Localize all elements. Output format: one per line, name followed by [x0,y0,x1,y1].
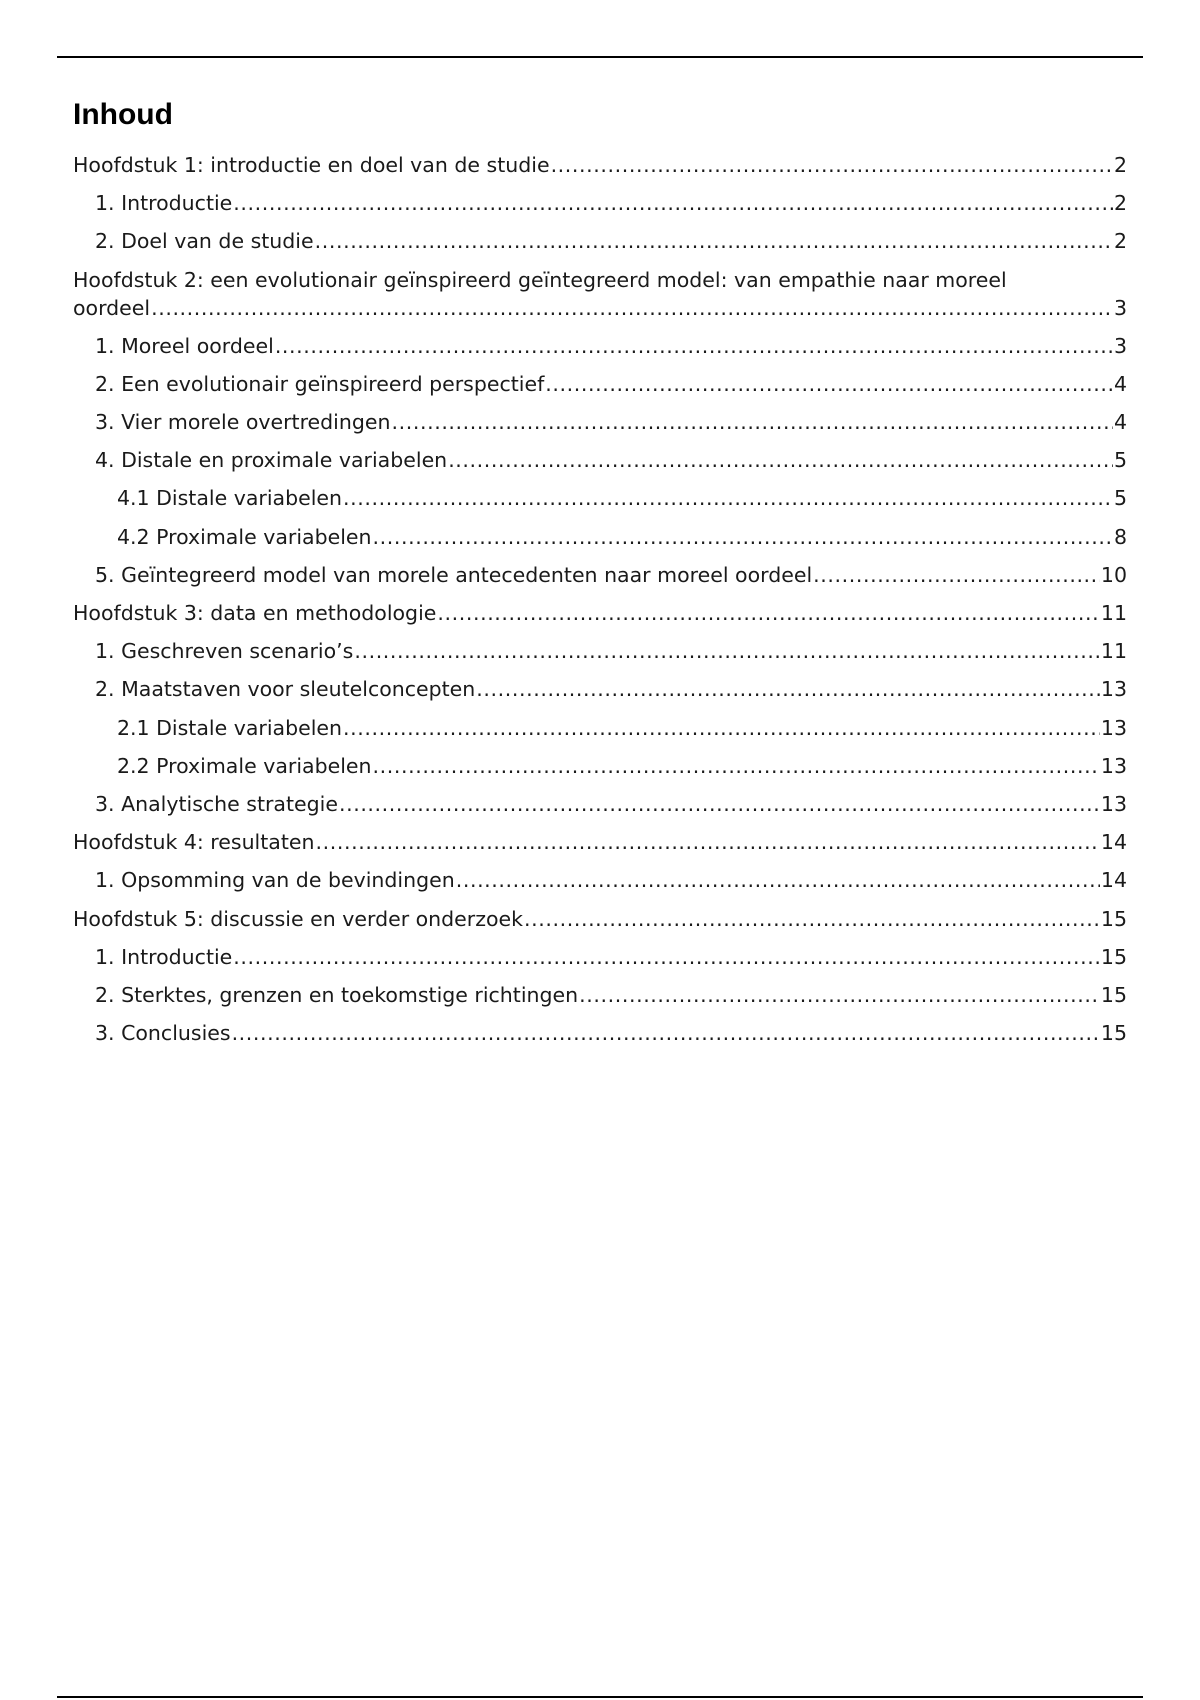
toc-entry-2-3[interactable] [73,403,1127,441]
toc-entry-label: 3. Vier morele overtredingen [95,410,391,435]
toc-entry-page: 10 [1100,562,1127,587]
toc-entry-label-line2: oordeel [73,295,151,320]
toc-entry-page: 13 [1100,792,1127,817]
toc-entry-chapter-5[interactable] [73,900,1127,938]
toc-entry-page: 2 [1113,191,1127,216]
toc-entry-page: 3 [1113,295,1127,320]
toc-leader-dots [151,294,1113,322]
toc-entry-3-3[interactable] [73,785,1127,823]
toc-entry-label: 4.2 Proximale variabelen [117,524,372,549]
toc-leader-dots [545,365,1113,403]
toc-entry-label: 1. Introductie [95,944,233,969]
toc-entry-label: Hoofdstuk 3: data en methodologie [73,601,437,626]
toc-entry-5-1[interactable] [73,938,1127,976]
toc-entry-label: Hoofdstuk 1: introductie en doel van de studie [73,153,550,177]
toc-entry-label: Hoofdstuk 2: een evolutionair geïnspireerd geïntegreerd model: van empathie naar moreel [73,267,1007,292]
toc-leader-dots [551,146,1113,184]
toc-leader-dots [392,403,1113,441]
toc-leader-dots [579,976,1100,1014]
toc-entry-label: 4. Distale en proximale variabelen [95,448,448,473]
toc-entry-3-2-2[interactable] [73,747,1127,785]
toc-entry-label: 3. Conclusies [95,1021,231,1046]
toc-leader-dots [275,327,1113,365]
toc-entry-page: 3 [1113,333,1127,358]
toc-entry-label: 2. Sterktes, grenzen en toekomstige richtingen [95,983,579,1008]
toc-entry-3-1[interactable] [73,632,1127,670]
toc-entry-page: 15 [1100,906,1127,931]
toc-entry-label: 2.1 Distale variabelen [117,715,343,740]
toc-entry-page: 13 [1100,753,1127,778]
toc-leader-dots [437,594,1100,632]
toc-entry-label: 1. Moreel oordeel [95,333,274,358]
toc-entry-page: 4 [1113,371,1127,396]
toc-entry-label-continuation [73,294,1127,322]
table-of-contents [73,146,1127,1052]
toc-leader-dots [813,556,1100,594]
toc-leader-dots [233,184,1113,222]
toc-entry-1-1[interactable] [73,184,1127,222]
toc-entry-label: Hoofdstuk 5: discussie en verder onderzoek [73,906,524,931]
toc-leader-dots [233,938,1100,976]
toc-leader-dots [476,670,1100,708]
toc-entry-4-1[interactable] [73,861,1127,899]
toc-entry-label: 2. Maatstaven voor sleutelconcepten [95,677,476,702]
toc-entry-2-2[interactable] [73,365,1127,403]
toc-entry-page: 15 [1100,1021,1127,1046]
toc-leader-dots [373,747,1100,785]
header-rule [57,56,1143,58]
toc-entry-page: 15 [1100,983,1127,1008]
toc-entry-page: 2 [1113,153,1127,177]
toc-entry-chapter-4[interactable] [73,823,1127,861]
toc-entry-chapter-1[interactable] [73,146,1127,184]
toc-entry-page: 11 [1100,639,1127,664]
toc-entry-label: 2.2 Proximale variabelen [117,753,372,778]
toc-entry-page: 5 [1113,448,1127,473]
toc-entry-label: 1. Geschreven scenario’s [95,639,354,664]
toc-title: Inhoud [73,98,173,131]
toc-leader-dots [448,441,1113,479]
toc-leader-dots [456,861,1100,899]
toc-entry-2-4-1[interactable] [73,479,1127,517]
toc-leader-dots [343,709,1100,747]
footer-rule [57,1696,1143,1698]
toc-entry-page: 8 [1113,524,1127,549]
toc-leader-dots [343,479,1113,517]
toc-entry-1-2[interactable] [73,222,1127,260]
toc-entry-3-2[interactable] [73,670,1127,708]
toc-entry-2-1[interactable] [73,327,1127,365]
toc-entry-chapter-2[interactable] [73,261,1127,327]
toc-entry-label: 2. Een evolutionair geïnspireerd perspectief [95,371,545,396]
toc-entry-2-4[interactable] [73,441,1127,479]
toc-entry-page: 5 [1113,486,1127,511]
toc-entry-page: 11 [1100,601,1127,626]
toc-entry-page: 13 [1100,715,1127,740]
toc-leader-dots [373,518,1113,556]
toc-entry-page: 15 [1100,944,1127,969]
toc-leader-dots [339,785,1100,823]
toc-entry-2-4-2[interactable] [73,518,1127,556]
toc-entry-page: 2 [1113,229,1127,254]
toc-entry-label: 3. Analytische strategie [95,792,338,817]
toc-entry-label: 1. Introductie [95,191,233,216]
toc-entry-label: 1. Opsomming van de bevindingen [95,868,455,893]
toc-leader-dots [524,900,1100,938]
toc-entry-2-5[interactable] [73,556,1127,594]
toc-leader-dots [232,1014,1100,1052]
toc-entry-label: 4.1 Distale variabelen [117,486,343,511]
toc-leader-dots [315,222,1113,260]
toc-entry-5-2[interactable] [73,976,1127,1014]
toc-entry-page: 4 [1113,410,1127,435]
toc-leader-dots [354,632,1100,670]
toc-entry-label: 5. Geïntegreerd model van morele antecedenten naar moreel oordeel [95,562,813,587]
toc-entry-page: 14 [1100,868,1127,893]
toc-entry-label: Hoofdstuk 4: resultaten [73,830,315,855]
toc-entry-page: 13 [1100,677,1127,702]
toc-entry-label: 2. Doel van de studie [95,229,314,254]
toc-entry-page: 14 [1100,830,1127,855]
toc-leader-dots [316,823,1100,861]
toc-entry-3-2-1[interactable] [73,709,1127,747]
toc-entry-chapter-3[interactable] [73,594,1127,632]
toc-entry-5-3[interactable] [73,1014,1127,1052]
